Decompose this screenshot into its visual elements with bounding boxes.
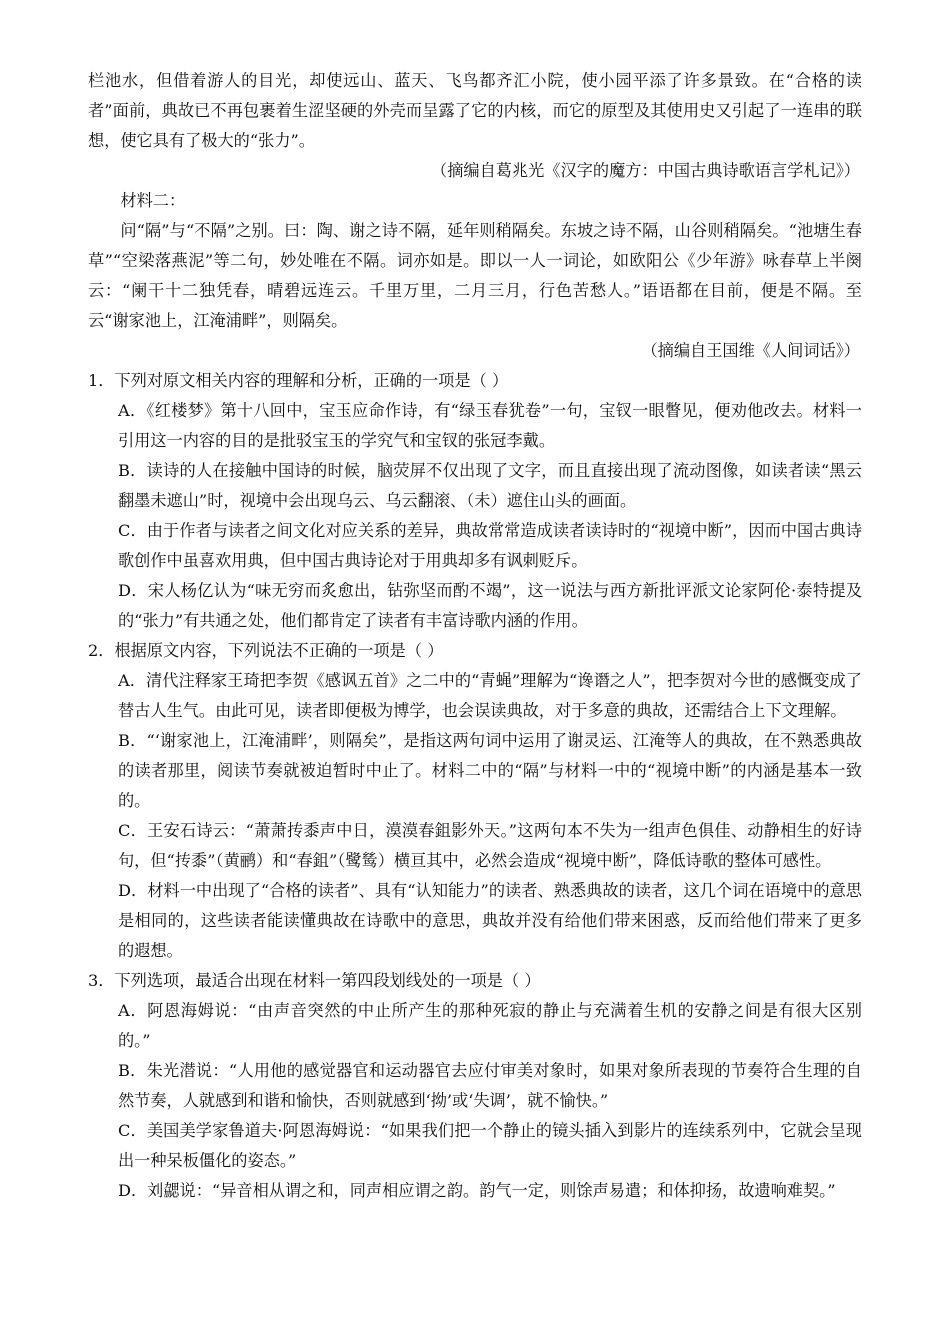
option-d: D．材料一中出现了“合格的读者”、具有“认知能力”的读者、熟悉典故的读者，这几个词在语境中的意思是相同的，这些读者能读懂典故在诗歌中的意思，典故并没有给他们带来困惑，反而给他们带来了更多的遐想。 [118,881,862,960]
material2-source: （摘编自王国维《人间词话》） [641,341,860,360]
question-number: 2． [88,641,115,660]
question-2 [88,636,862,966]
option-c: C．美国美学家鲁道夫·阿恩海姆说：“如果我们把一个静止的镜头插入到影片的连续系列中，它就会呈现出一种呆板僵化的姿态。” [118,1121,862,1170]
question-number: 1． [88,371,115,390]
question-3 [88,966,862,1206]
question-text: 根据原文内容，下列说法不正确的一项是（ ） [114,641,444,660]
question-stem [88,966,862,996]
option-a: A．阿恩海姆说：“由声音突然的中止所产生的那种死寂的静止与充满着生机的安静之间是有很大区别的。” [118,1001,862,1050]
option-d: D．刘勰说：“异音相从谓之和，同声相应谓之韵。韵气一定，则馀声易遣；和体抑扬，故遗响难契。” [118,1181,836,1200]
material2-heading: 材料二： [120,191,186,210]
question-text: 下列选项，最适合出现在材料一第四段划线处的一项是（ ） [114,971,541,990]
option-d: D．宋人杨亿认为“味无穷而炙愈出，钻弥坚而酌不竭”，这一说法与西方新批评派文论家阿伦·泰特提及的“张力”有共通之处，他们都肯定了读者有丰富诗歌内涵的作用。 [118,581,862,630]
question-stem [88,366,862,396]
question-number: 3． [88,971,115,990]
option-a: A．清代注释家王琦把李贺《感讽五首》之二中的“青蝇”理解为“谗谮之人”，把李贺对今世的感慨变成了替古人生气。由此可见，读者即便极为博学，也会误读典故，对于多意的典故，还需结合上下文理解。 [118,671,862,720]
question-text: 下列对原文相关内容的理解和分析，正确的一项是（ ） [114,371,509,390]
material1-tail-paragraph: 栏池水，但借着游人的目光，却使远山、蓝天、飞鸟都齐汇小院，使小园平添了许多景致。在“合格的读者”面前，典故已不再包裹着生涩坚硬的外壳而呈露了它的内核，而它的原型及其使用史又引起了一连串的联想，使它具有了极大的“张力”。 [88,71,862,150]
option-c: C．王安石诗云：“萧萧抟黍声中日，漠漠春鉏影外天。”这两句本不失为一组声色俱佳、动静相生的好诗句，但“抟黍”（黄鹂）和“春鉏”（鹭鸶）横亘其中，必然会造成“视境中断”，降低诗歌的整体可感性。 [118,821,862,870]
question-stem [88,636,862,666]
option-b: B．“‘谢家池上，江淹浦畔’，则隔矣”，是指这两句词中运用了谢灵运、江淹等人的典故，在不熟悉典故的读者那里，阅读节奏就被迫暂时中止了。材料二中的“隔”与材料一中的“视境中断”的内涵是基本一致的。 [118,731,862,810]
material2-body-paragraph: 问“隔”与“不隔”之别。曰：陶、谢之诗不隔，延年则稍隔矣。东坡之诗不隔，山谷则稍隔矣。“池塘生春草”“空梁落燕泥”等二句，妙处唯在不隔。词亦如是。即以一人一词论，如欧阳公《少年游》咏春草上半阕云：“阑干十二独凭春，晴碧远连云。千里万里，二月三月，行色苦愁人。”语语都在目前，便是不隔。至云“谢家池上，江淹浦畔”，则隔矣。 [88,221,862,330]
option-a: A．《红楼梦》第十八回中，宝玉应命作诗，有“绿玉春犹卷”一句，宝钗一眼瞥见，便劝他改去。材料一引用这一内容的目的是批驳宝玉的学究气和宝钗的张冠李戴。 [118,401,862,450]
option-b: B．读诗的人在接触中国诗的时候，脑荧屏不仅出现了文字，而且直接出现了流动图像，如读者读“黑云翻墨未遮山”时，视境中会出现乌云、乌云翻滚、（未）遮住山头的画面。 [118,461,862,510]
option-c: C．由于作者与读者之间文化对应关系的差异，典故常常造成读者读诗时的“视境中断”，因而中国古典诗歌创作中虽喜欢用典，但中国古典诗论对于用典却多有讽刺贬斥。 [118,521,862,570]
material1-source: （摘编自葛兆光《汉字的魔方：中国古典诗歌语言学札记》） [431,161,860,180]
option-b: B．朱光潜说：“人用他的感觉器官和运动器官去应付审美对象时，如果对象所表现的节奏符合生理的自然节奏，人就感到和谐和愉快，否则就感到‘拗’或‘失调’，就不愉快。” [118,1061,862,1110]
question-1 [88,366,862,636]
